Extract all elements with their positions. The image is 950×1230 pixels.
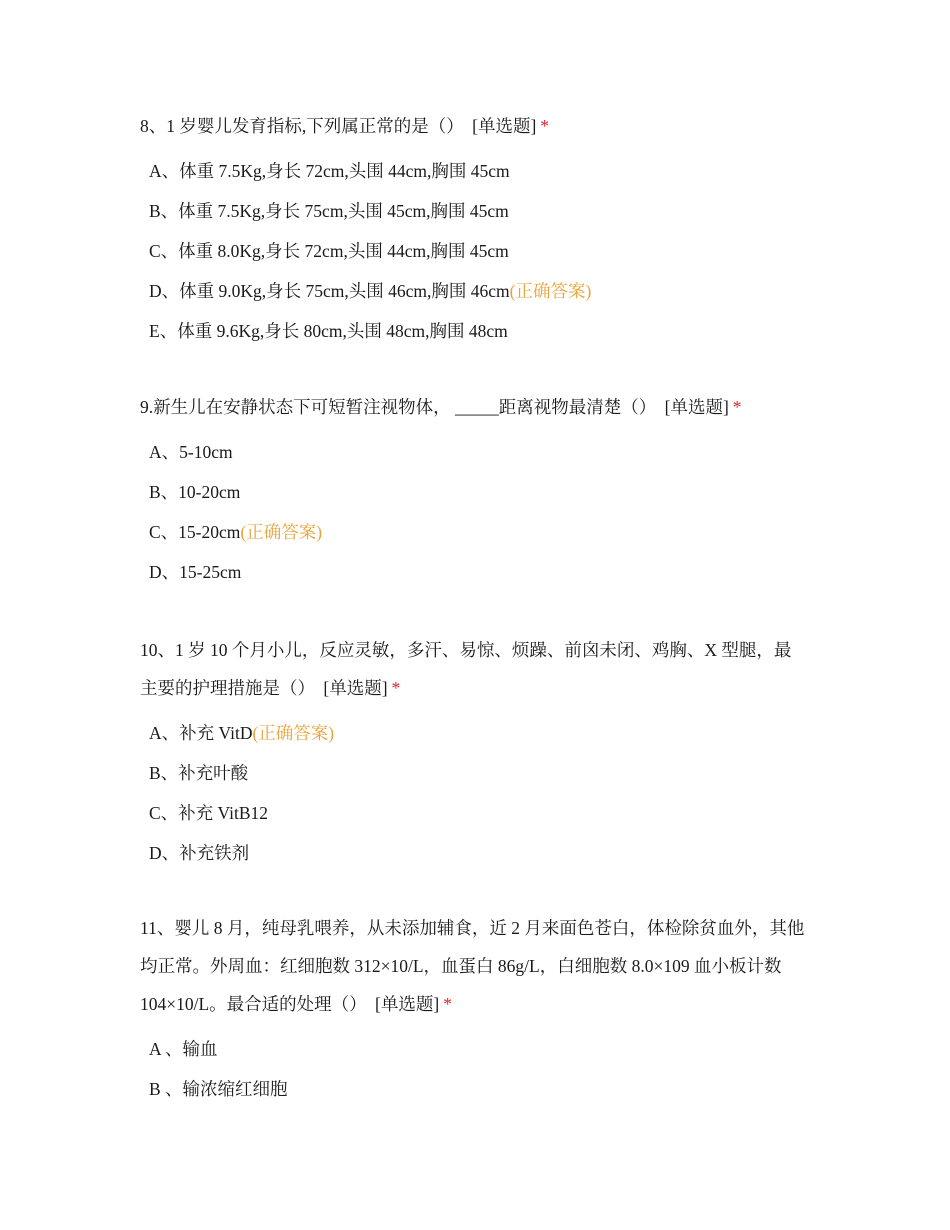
correct-answer-tag: (正确答案) [509,281,592,301]
option-a[interactable] [149,432,805,472]
option-label: D、15-25cm [149,562,242,582]
question-stem: 8、1 岁婴儿发育指标,下列属正常的是（） [140,116,464,136]
option-d[interactable] [149,271,805,311]
option-d[interactable] [149,833,805,873]
option-list [149,1029,805,1109]
option-list [149,432,805,592]
question-9 [140,388,805,592]
option-b[interactable] [149,753,805,793]
question-stem: 10、1 岁 10 个月小儿，反应灵敏，多汗、易惊、烦躁、前囟未闭、鸡胸、X 型腿，最主要的护理措施是（） [140,640,792,698]
option-d[interactable] [149,552,805,592]
option-c[interactable] [149,231,805,271]
question-10 [140,631,805,873]
correct-answer-tag: (正确答案) [252,723,335,743]
option-e[interactable] [149,311,805,351]
option-b[interactable] [149,191,805,231]
required-mark: * [391,678,401,698]
option-list [149,713,805,873]
question-type-tag: [单选题] [472,116,537,136]
option-label: A、补充 VitD [149,723,253,743]
option-label: C、补充 VitB12 [149,803,269,823]
option-list [149,151,805,351]
option-a[interactable] [149,713,805,753]
question-text [140,388,805,426]
option-b[interactable] [149,472,805,512]
required-mark: * [443,994,452,1014]
option-label: A、体重 7.5Kg,身长 72cm,头围 44cm,胸围 45cm [149,161,510,181]
question-stem: 9.新生儿在安静状态下可短暂注视物体， _____距离视物最清楚（） [140,397,657,417]
option-label: C、15-20cm [149,522,241,542]
option-b[interactable] [149,1069,805,1109]
required-mark: * [732,397,742,417]
option-c[interactable] [149,793,805,833]
correct-answer-tag: (正确答案) [240,522,323,542]
option-label: E、体重 9.6Kg,身长 80cm,头围 48cm,胸围 48cm [149,321,508,341]
question-type-tag: [单选题] [323,678,388,698]
option-label: D、补充铁剂 [149,843,250,863]
question-type-tag: [单选题] [375,994,440,1014]
option-label: A 、输血 [149,1039,218,1059]
option-label: D、体重 9.0Kg,身长 75cm,头围 46cm,胸围 46cm [149,281,510,301]
question-text [140,107,805,145]
option-label: B、补充叶酸 [149,763,249,783]
question-type-tag: [单选题] [664,397,729,417]
option-a[interactable] [149,1029,805,1069]
question-text [140,631,805,707]
option-label: A、5-10cm [149,442,233,462]
option-label: B 、输浓缩红细胞 [149,1079,288,1099]
option-a[interactable] [149,151,805,191]
question-stem: 11、婴儿 8 月，纯母乳喂养，从未添加辅食，近 2 月来面色苍白，体检除贫血外，其他均正常。外周血：红细胞数 312×10/L，血蛋白 86g/L，白细胞数 8.0×109 血小板计数 104×10/L。最合适的处理（） [140,918,805,1014]
option-label: B、体重 7.5Kg,身长 75cm,头围 45cm,胸围 45cm [149,201,509,221]
question-text [140,909,805,1023]
question-8 [140,107,805,351]
option-c[interactable] [149,512,805,552]
required-mark: * [540,116,550,136]
option-label: C、体重 8.0Kg,身长 72cm,头围 44cm,胸围 45cm [149,241,509,261]
option-label: B、10-20cm [149,482,241,502]
question-11 [140,909,805,1109]
